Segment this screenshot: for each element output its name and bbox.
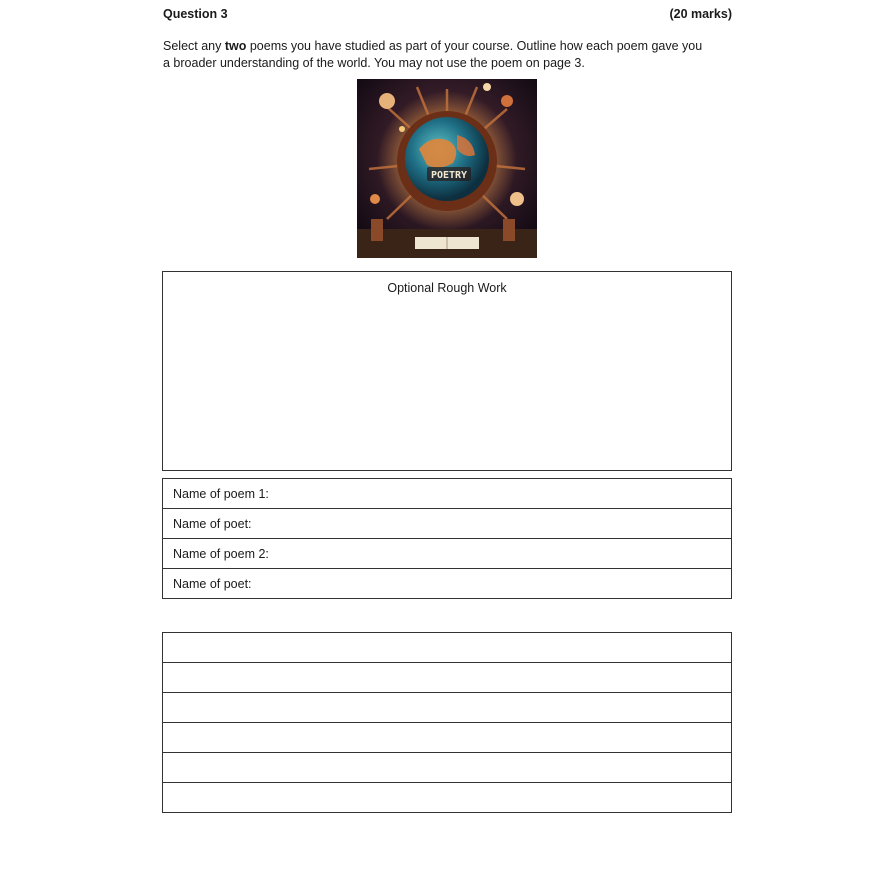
poet-2-name-field[interactable]: Name of poet: <box>163 569 732 599</box>
answer-line[interactable] <box>163 633 732 663</box>
poem-details-table <box>162 478 732 599</box>
marks-label: (20 marks) <box>669 7 732 21</box>
instructions-emphasis: two <box>224 39 247 53</box>
poem-2-name-field[interactable]: Name of poem 2: <box>163 539 732 569</box>
question-header <box>163 7 732 25</box>
question-instructions <box>163 38 738 72</box>
poet-1-name-field[interactable]: Name of poet: <box>163 509 732 539</box>
poem-1-name-field[interactable]: Name of poem 1: <box>163 479 732 509</box>
answer-line-cell[interactable] <box>163 693 732 723</box>
poetry-globe-illustration <box>357 79 537 258</box>
table-row[interactable] <box>163 569 732 599</box>
instructions-line2: a broader understanding of the world. You may not use the poem on page 3. <box>163 56 585 70</box>
answer-line-cell[interactable] <box>163 783 732 813</box>
answer-lines <box>162 632 732 813</box>
instructions-line1-before: Select any <box>163 39 225 53</box>
answer-line-cell[interactable] <box>163 633 732 663</box>
table-row[interactable] <box>163 479 732 509</box>
rough-work-title: Optional Rough Work <box>387 281 507 295</box>
answer-line-cell[interactable] <box>163 753 732 783</box>
question-label: Question 3 <box>163 7 228 21</box>
poetry-globe-image <box>357 79 537 258</box>
answer-line[interactable] <box>163 783 732 813</box>
instructions-line1-after: poems you have studied as part of your course. Outline how each poem gave you <box>246 39 703 53</box>
answer-line[interactable] <box>163 723 732 753</box>
table-row[interactable] <box>163 509 732 539</box>
poetry-label: POETRY <box>430 170 468 181</box>
answer-line[interactable] <box>163 663 732 693</box>
rough-work-box[interactable] <box>162 271 732 471</box>
table-row[interactable] <box>163 539 732 569</box>
answer-line-cell[interactable] <box>163 663 732 693</box>
answer-line[interactable] <box>163 753 732 783</box>
answer-line-cell[interactable] <box>163 723 732 753</box>
answer-line[interactable] <box>163 693 732 723</box>
